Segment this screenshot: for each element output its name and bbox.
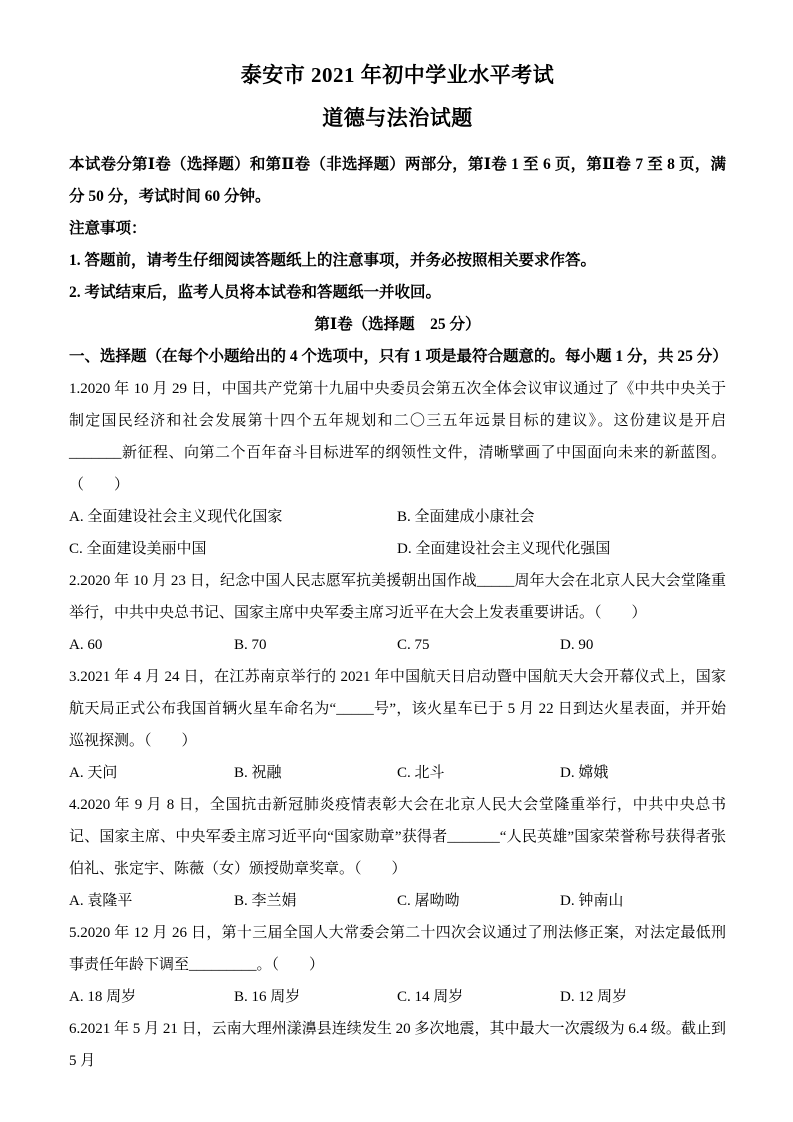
question-1-option-c: C. 全面建设美丽中国 xyxy=(69,541,207,557)
exam-intro: 本试卷分第Ⅰ卷（选择题）和第Ⅱ卷（非选择题）两部分，第Ⅰ卷 1 至 6 页，第Ⅱ卷 7 至 8 页，满分 50 分，考试时间 60 分钟。 xyxy=(69,156,726,205)
question-4-option-b: B. 李兰娟 xyxy=(234,893,297,909)
question-5-option-c: C. 14 周岁 xyxy=(397,989,464,1005)
question-3-option-a: A. 天问 xyxy=(69,765,118,781)
question-1-options-row-1 xyxy=(69,501,726,533)
question-5-option-d: D. 12 周岁 xyxy=(560,989,628,1005)
question-1-option-b: B. 全面建成小康社会 xyxy=(397,509,535,525)
question-4-option-d: D. 钟南山 xyxy=(560,893,624,909)
question-5-option-b: B. 16 周岁 xyxy=(234,989,301,1005)
question-5-options xyxy=(69,981,726,1013)
question-3-options xyxy=(69,757,726,789)
part1-heading: 第Ⅰ卷（选择题 25 分） xyxy=(314,316,481,333)
question-1 xyxy=(69,373,726,565)
question-1-option-a: A. 全面建设社会主义现代化国家 xyxy=(69,509,283,525)
question-2 xyxy=(69,565,726,661)
question-2-option-a: A. 60 xyxy=(69,637,103,653)
question-2-text: 2.2020 年 10 月 23 日，纪念中国人民志愿军抗美援朝出国作战_____周年大会在北京人民大会堂隆重举行，中共中央总书记、国家主席中央军委主席习近平在大会上发表重要讲话。（ ） xyxy=(69,573,726,621)
question-3-option-b: B. 祝融 xyxy=(234,765,282,781)
question-3-text: 3.2021 年 4 月 24 日，在江苏南京举行的 2021 年中国航天日启动暨中国航天大会开幕仪式上，国家航天局正式公布我国首辆火星车命名为“_____号”，该火星车已于 5 月 22 日到达火星表面，并开始巡视探测。（ ） xyxy=(69,669,726,749)
question-2-option-b: B. 70 xyxy=(234,637,267,653)
question-4-option-c: C. 屠呦呦 xyxy=(397,893,460,909)
question-4-options xyxy=(69,885,726,917)
note-item-2: 2. 考试结束后，监考人员将本试卷和答题纸一并收回。 xyxy=(69,284,442,301)
question-4 xyxy=(69,789,726,917)
question-1-options-row-2 xyxy=(69,533,726,565)
section-heading: 一、选择题（在每个小题给出的 4 个选项中，只有 1 项是最符合题意的。每小题 1 分，共 25 分） xyxy=(69,348,728,365)
question-1-text: 1.2020 年 10 月 29 日，中国共产党第十九届中央委员会第五次全体会议审议通过了《中共中央关于制定国民经济和社会发展第十四个五年规划和二〇三五年远景目标的建议》。这份建议是开启_______新征程、向第二个百年奋斗目标进军的纲领性文件，清晰擘画了中国面向未来的新蓝图。（ ） xyxy=(69,381,726,493)
question-1-option-d: D. 全面建设社会主义现代化强国 xyxy=(397,541,611,557)
question-2-option-d: D. 90 xyxy=(560,637,594,653)
question-5 xyxy=(69,917,726,1013)
page-subtitle: 道德与法治试题 xyxy=(322,106,473,130)
question-2-option-c: C. 75 xyxy=(397,637,430,653)
question-5-text: 5.2020 年 12 月 26 日，第十三届全国人大常委会第二十四次会议通过了刑法修正案，对法定最低刑事责任年龄下调至_________。（ ） xyxy=(69,925,726,973)
question-6 xyxy=(69,1013,726,1077)
question-3-option-c: C. 北斗 xyxy=(397,765,445,781)
note-item-1: 1. 答题前，请考生仔细阅读答题纸上的注意事项，并务必按照相关要求作答。 xyxy=(69,252,597,269)
question-5-option-a: A. 18 周岁 xyxy=(69,989,137,1005)
question-3-option-d: D. 嫦娥 xyxy=(560,765,609,781)
notes-heading: 注意事项： xyxy=(69,220,147,237)
question-4-text: 4.2020 年 9 月 8 日，全国抗击新冠肺炎疫情表彰大会在北京人民大会堂隆重举行，中共中央总书记、国家主席、中央军委主席习近平向“国家勋章”获得者_______“人民英雄”国家荣誉称号获得者张伯礼、张定宇、陈薇（女）颁授勋章奖章。（ ） xyxy=(69,797,726,877)
page-title: 泰安市 2021 年初中学业水平考试 xyxy=(240,63,555,87)
question-6-text: 6.2021 年 5 月 21 日，云南大理州漾濞县连续发生 20 多次地震，其中最大一次震级为 6.4 级。截止到 5 月 xyxy=(69,1021,726,1069)
question-4-option-a: A. 袁隆平 xyxy=(69,893,133,909)
question-3 xyxy=(69,661,726,789)
question-2-options xyxy=(69,629,726,661)
